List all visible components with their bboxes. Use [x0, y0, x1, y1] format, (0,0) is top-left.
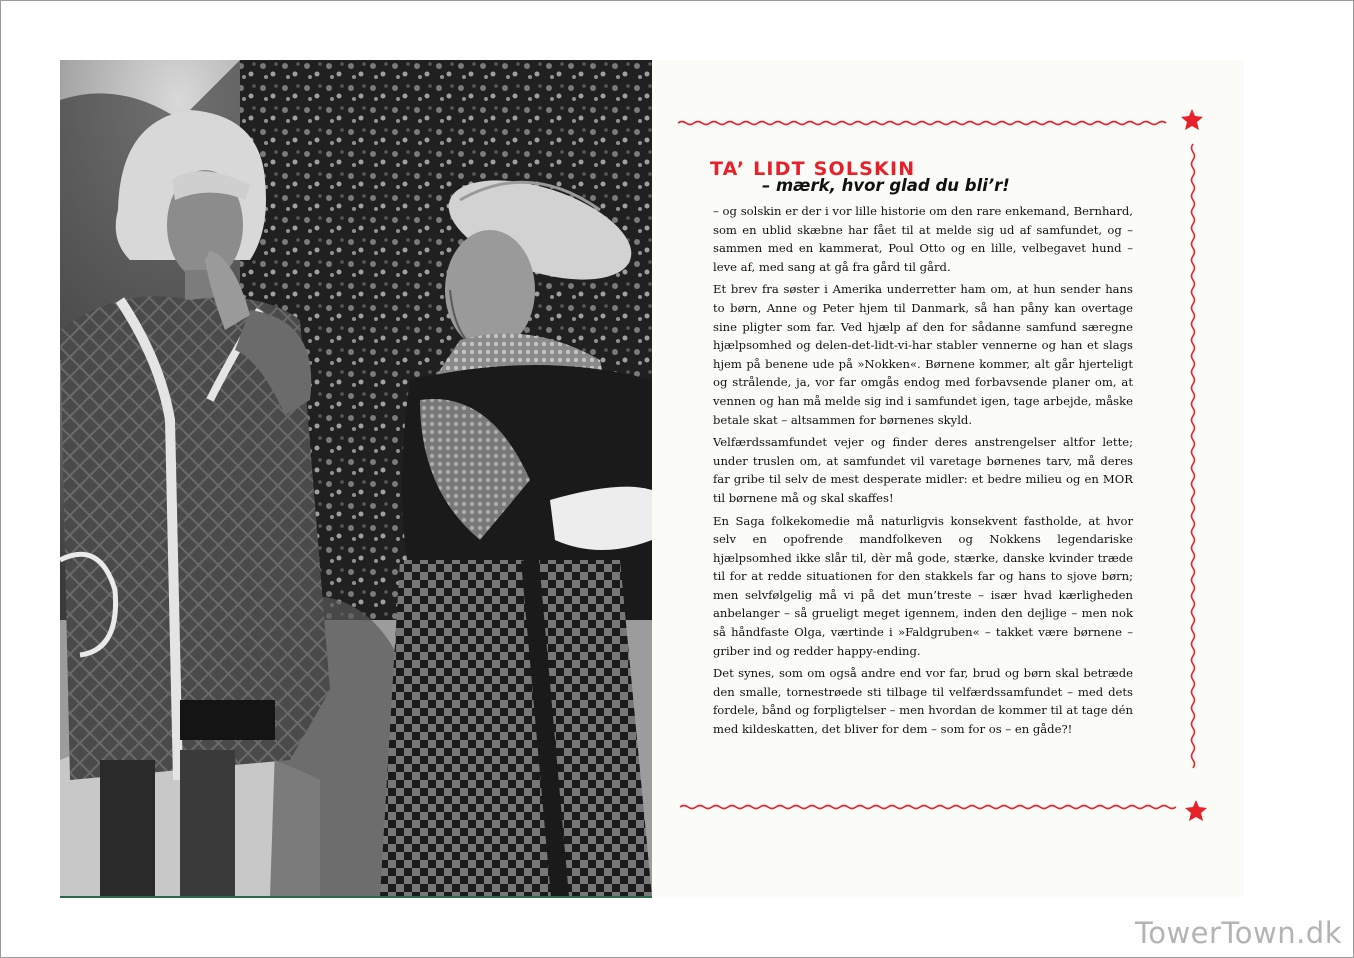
article-title: TA’ LIDT SOLSKIN: [710, 158, 916, 180]
red-star-icon: [1185, 800, 1207, 821]
black-and-white-photo-two-women-icon: [60, 60, 652, 897]
article-paragraph: En Saga folkekomedie må naturligvis konsekvent fastholde, at hvor selv en opofrende mandfolkeven og Nokkens legendariske hjælpsomhed ikke slår til, dèr må gode, stærke, danske kvinder træde til for at redde situationen for den stakkels far og hans to sjove børn; men selvfølgelig må vi på det mun’treste – især hvad kærligheden anbelanger – så grueligt meget igennem, inden den dejlige – men nok så håndfaste Olga, værtinde i »Faldgruben« – takket være børnene – griber ind og redder happy-ending.: [713, 513, 1133, 658]
article-paragraph: Det synes, som om også andre end vor far, brud og børn skal betræde den smalle, tornestrøede sti tilbage til velfærdssamfundet – med dets fordele, bånd og forpligtelser – men hvordan de kommer til at tage dén med kildeskatten, det bliver for dem – som for os – en gåde?!: [713, 666, 1133, 737]
site-watermark: TowerTown.dk: [1134, 916, 1342, 950]
article-page: [652, 60, 1244, 897]
article-paragraph: – og solskin er der i vor lille historie om den rare enkemand, Bernhard, som en ublid skæbne har fået til at melde sig ud af samfundet, og – sammen med en kammerat, Poul Otto og en lille, velbegavet hund – leve af, med sang at gå fra gård til gård.: [713, 204, 1133, 274]
page-bottom-rule: [60, 896, 652, 898]
article-subtitle: – mærk, hvor glad du bli’r!: [762, 176, 1010, 195]
photo-two-women: [60, 60, 652, 897]
article-paragraph: Et brev fra søster i Amerika underretter ham om, at hun sender hans to børn, Anne og Peter hjem til Danmark, så han påny kan overtage sine pligter som far. Ved hjælp af den for sådanne samfund særegne hjælpsomhed og delen-det-lidt-vi-har stabler vennerne og han et slags hjem på benene ude på »Nokken«. Børnene kommer, alt går hjerteligt og strålende, ja, vor far omgås endog med forbavsende planer om, at vennen og han må melde sig ind i samfundet igen, tage arbejde, måske betale skat – altsammen for børnenes skyld.: [713, 282, 1133, 427]
article-body: [713, 202, 1133, 743]
article-paragraph: Velfærdssamfundet vejer og finder deres anstrengelser altfor lette; under truslen om, at samfundet vil varetage børnenes tarv, må deres far gribe til selv de mest desperate midler: et bedre milieu og en MOR til børnene må og skal skaffes!: [713, 435, 1133, 505]
red-star-icon: [1181, 109, 1203, 130]
